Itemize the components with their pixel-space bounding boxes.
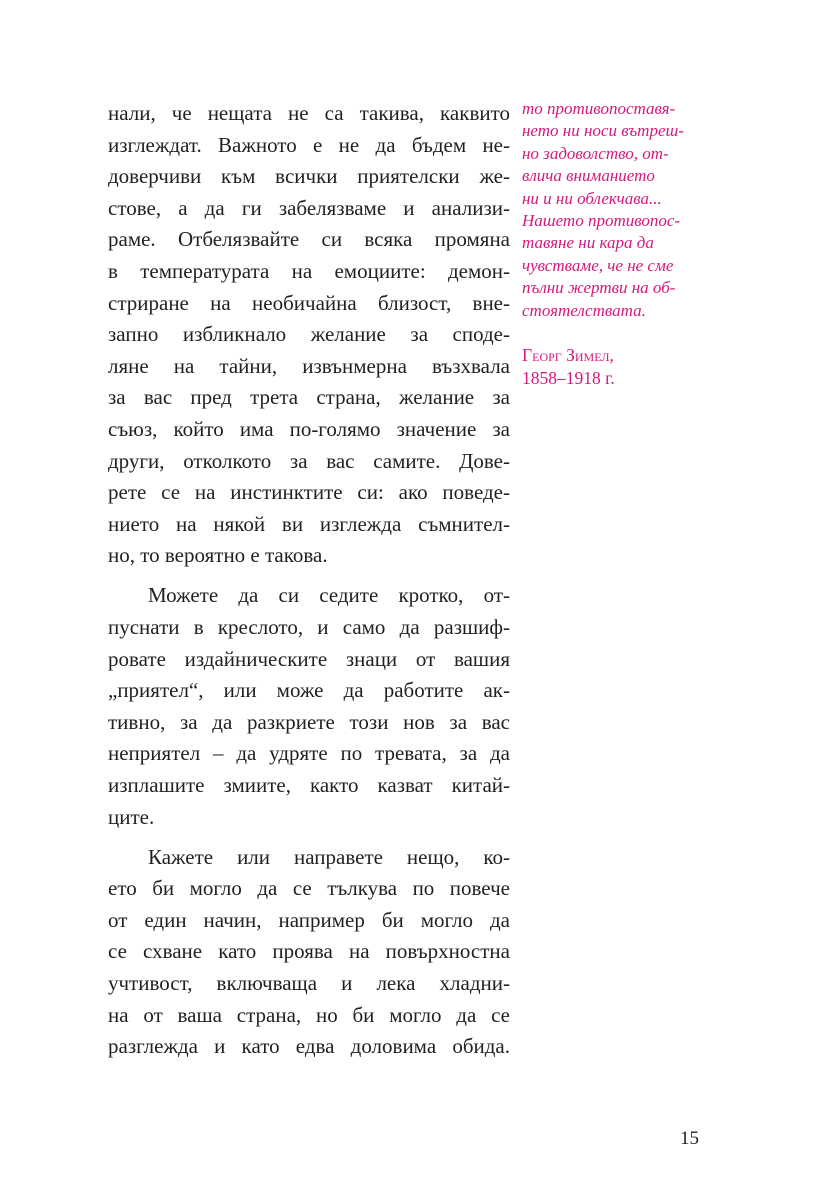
text-line: рете се на инстинктите си: ако поведе- (108, 480, 510, 505)
page-number: 15 (680, 1128, 699, 1149)
quote-author: Георг Зимел, (522, 345, 614, 366)
quote-line: чувстваме, че не сме (522, 255, 674, 275)
quote-line: нето ни носи вътреш- (522, 121, 684, 141)
quote-line: то противопоставя- (522, 99, 676, 118)
text-line: Кажете или направете нещо, ко- (148, 844, 510, 869)
quote-line: тавяне ни кара да (522, 233, 654, 253)
quote-line: ни и ни облекчава... (522, 188, 662, 208)
text-line: ето би могло да се тълкува по повече (108, 876, 510, 901)
text-line: на от ваша страна, но би могло да се (108, 1002, 510, 1027)
text-line: стриране на необичайна близост, вне- (108, 290, 510, 315)
text-line: „приятел“, или може да работите ак- (108, 678, 510, 703)
paragraph-1 (108, 98, 510, 572)
quote-text (522, 98, 722, 322)
text-line: запно избликнало желание за споде- (108, 322, 510, 347)
main-text-column (108, 98, 510, 1063)
text-line: ците. (108, 804, 155, 829)
text-line: изглеждат. Важното е не да бъдем не- (108, 132, 510, 157)
text-line: учтивост, включваща и лека хладни- (108, 971, 510, 996)
text-line: се схване като проява на повърхностна (108, 939, 510, 964)
text-line: ровате издайническите знаци от вашия (108, 646, 510, 671)
text-line: разглежда и като едва доловима обида. (108, 1034, 510, 1059)
quote-line: влича вниманието (522, 166, 655, 186)
text-line: Можете да си седите кротко, от- (148, 583, 510, 608)
text-line: доверчиви към всички приятелски же- (108, 164, 510, 189)
text-line: пуснати в креслото, и само да разшиф- (108, 615, 510, 639)
text-line: съюз, който има по-голямо значение за (108, 416, 510, 441)
text-line: изплашите змиите, както казват китай- (108, 772, 510, 797)
quote-line: пълни жертви на об- (522, 278, 676, 298)
paragraph-2 (108, 580, 510, 833)
text-line: нали, че нещата не са такива, каквито (108, 101, 510, 125)
text-line: нието на някой ви изглежда съмнител- (108, 511, 510, 536)
text-line: но, то вероятно е такова. (108, 543, 328, 568)
quote-line: стоятелствата. (522, 300, 646, 320)
quote-years: 1858–1918 г. (522, 368, 615, 389)
quote-line: Нашето противопос- (522, 211, 681, 231)
text-line: раме. Отбелязвайте си всяка промяна (108, 227, 510, 252)
paragraph-3 (108, 842, 510, 1063)
text-line: други, отколкото за вас самите. Дове- (108, 448, 510, 473)
text-line: тивно, за да разкриете този нов за вас (108, 709, 510, 734)
text-line: неприятел – да удряте по тревата, за да (108, 741, 510, 766)
sidebar-quote (522, 98, 722, 390)
text-line: стове, а да ги забелязваме и анализи- (108, 195, 510, 220)
text-line: ляне на тайни, извънмерна възхвала (108, 353, 510, 378)
text-line: в температурата на емоциите: демон- (108, 258, 510, 283)
quote-line: но задоволство, от- (522, 143, 669, 163)
quote-attribution (522, 344, 722, 390)
text-line: от един начин, например би могло да (108, 907, 510, 932)
text-line: за вас пред трета страна, желание за (108, 385, 510, 410)
